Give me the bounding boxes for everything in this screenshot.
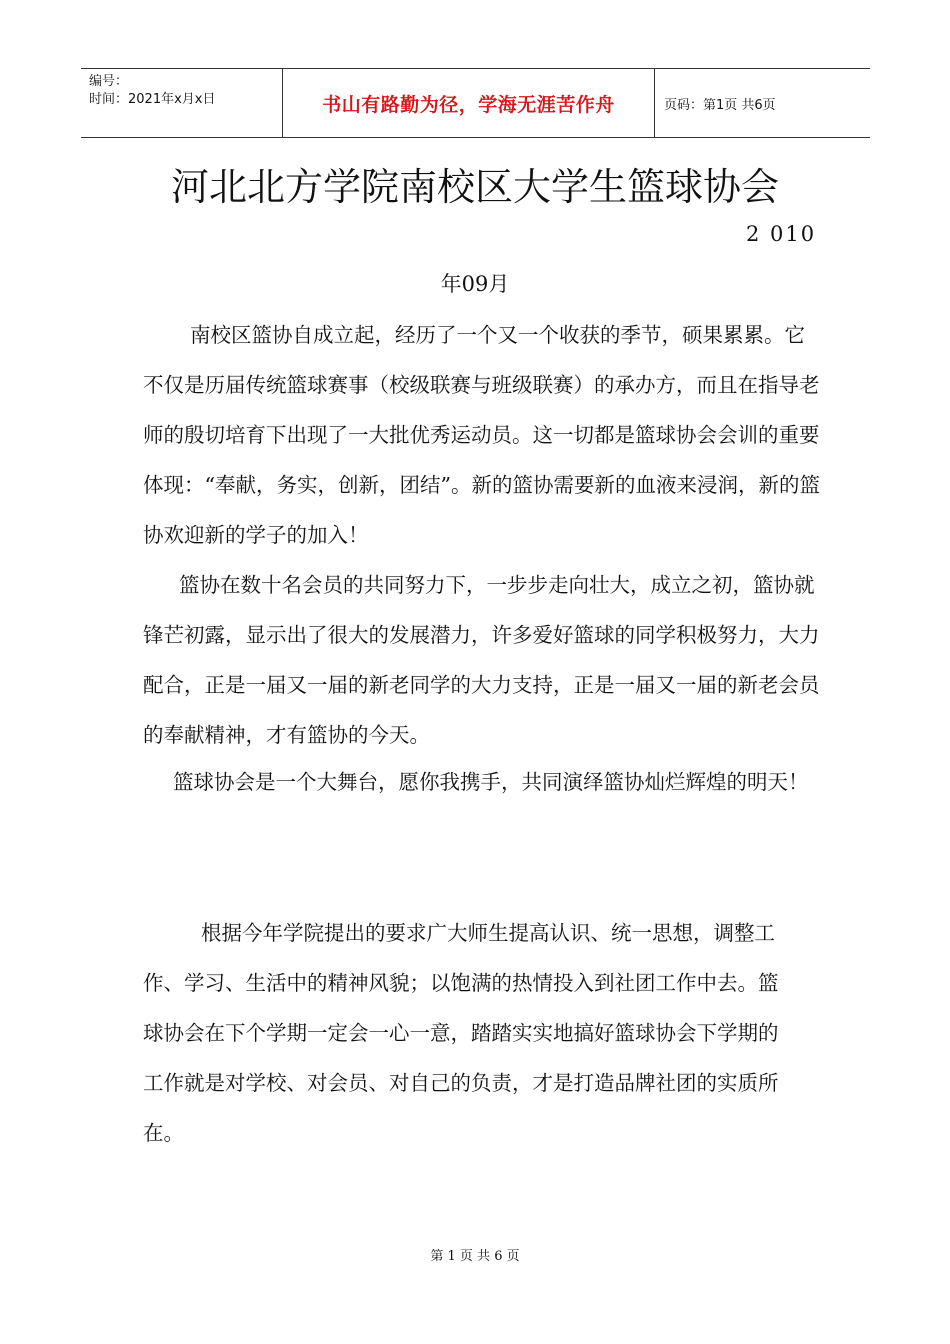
document-time-label: 时间：2021年x月x日 <box>89 92 216 107</box>
document-number-label: 编号： <box>89 74 129 89</box>
document-header <box>81 68 870 138</box>
paragraph-invitation: 篮球协会是一个大舞台，愿你我携手，共同演绎篮协灿烂辉煌的明天！ <box>173 770 809 794</box>
header-motto: 书山有路勤为径，学海无涯苦作舟 <box>282 69 655 137</box>
header-meta <box>81 69 282 137</box>
paragraph-growth: 篮协在数十名会员的共同努力下，一步步走向壮大，成立之初，篮协就锋芒初露，显示出了很大的发展潜力，许多爱好篮球的同学积极努力，大力配合，正是一届又一届的新老同学的大力支持，正是一届又一届的新老会员的奉献精神，才有篮协的今天。 <box>143 573 820 747</box>
document-month: 年09月 <box>440 272 510 296</box>
page-footer: 第 1 页 共 6 页 <box>430 1249 520 1264</box>
header-page-info: 页码：第1页 共6页 <box>664 97 776 113</box>
document-title: 河北北方学院南校区大学生篮球协会 <box>170 165 779 209</box>
paragraph-intro: 南校区篮协自成立起，经历了一个又一个收获的季节，硕果累累。它不仅是历届传统篮球赛事（校级联赛与班级联赛）的承办方，而且在指导老师的殷切培育下出现了一大批优秀运动员。这一切都是篮球协会会训的重要体现：“奉献，务实，创新，团结”。新的篮协需要新的血液来浸润，新的篮协欢迎新的学子的加入！ <box>143 323 820 547</box>
paragraph-plan: 根据今年学院提出的要求广大师生提高认识、统一思想，调整工作、学习、生活中的精神风貌；以饱满的热情投入到社团工作中去。篮球协会在下个学期一定会一心一意，踏踏实实地搞好篮球协会下学期的工作就是对学校、对会员、对自己的负责，才是打造品牌社团的实质所在。 <box>143 921 779 1145</box>
document-year: 2 010 <box>746 222 817 246</box>
